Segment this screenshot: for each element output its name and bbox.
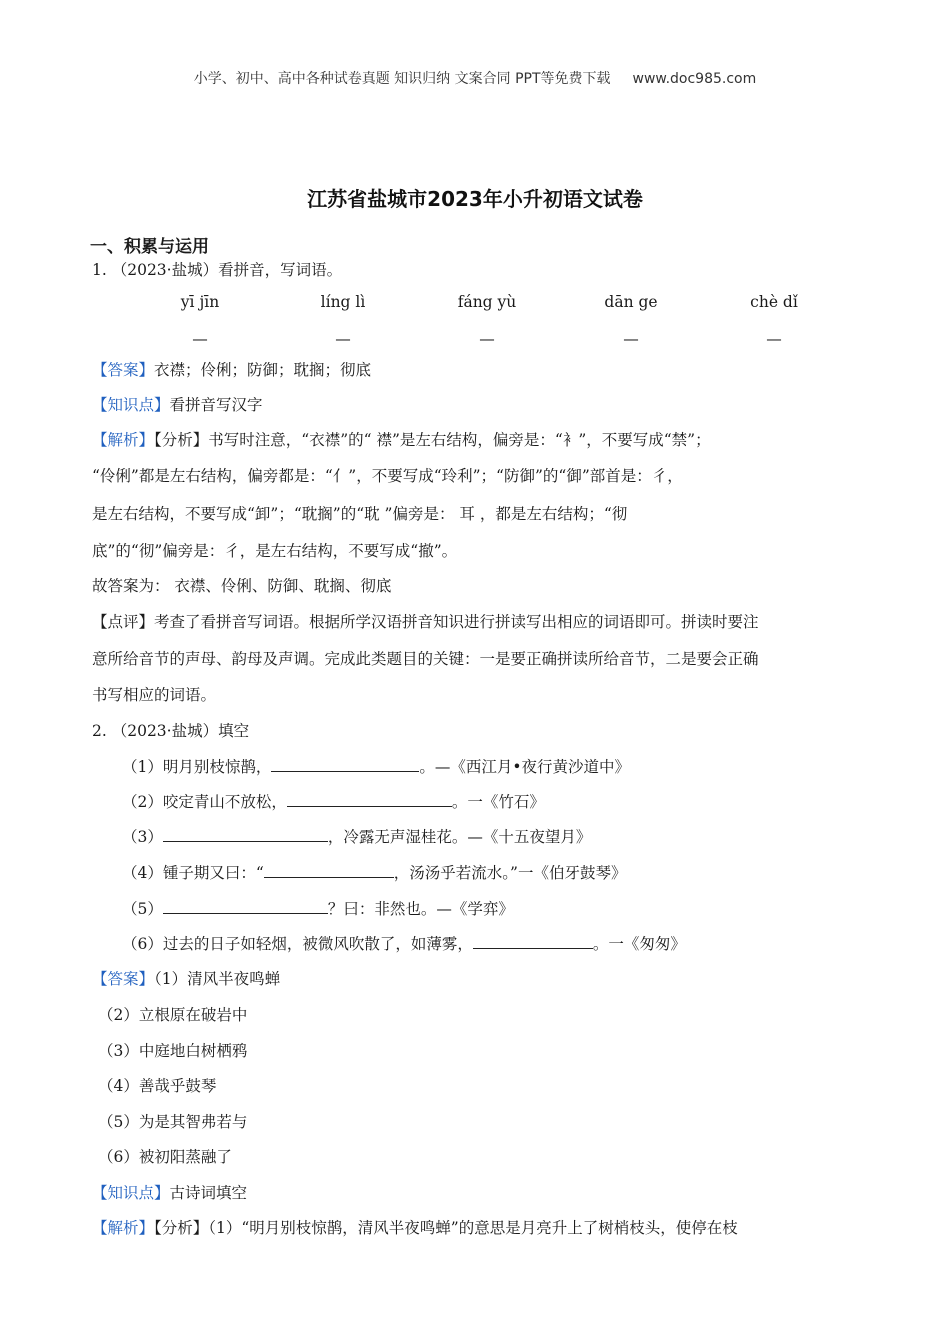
header-site[interactable]: www.doc985.com <box>632 71 757 87</box>
q2-answer <box>92 967 280 989</box>
q2-knowledge <box>92 1181 247 1203</box>
q2-answer-6: （6）被初阳蒸融了 <box>98 1148 232 1166</box>
item-prefix: （2）咬定青山不放松， <box>122 793 287 811</box>
answer-tag: 【答案】 <box>92 970 155 988</box>
answer-text: 衣襟；伶俐；防御；耽搁；彻底 <box>154 361 372 379</box>
fill-blank <box>163 899 328 914</box>
answer-tag: 【答案】 <box>92 361 155 379</box>
q1-answer <box>92 358 371 380</box>
item-suffix: 。一《匆匆》 <box>592 935 686 953</box>
q2-stem: 2. （2023·盐城）填空 <box>92 722 250 740</box>
q1-stem: 1. （2023·盐城）看拼音，写词语。 <box>92 261 343 279</box>
q2-item-3 <box>122 825 591 847</box>
q1-analysis-line-4: 底”的“彻”偏旁是：彳，是左右结构，不要写成“撤”。 <box>92 542 458 560</box>
pinyin-2: líng lì <box>320 293 366 311</box>
header-text: 小学、初中、高中各种试卷真题 知识归纳 文案合同 PPT等免费下载 <box>193 71 611 87</box>
item-suffix: ，冷露无声湿桂花。—《十五夜望月》 <box>327 828 592 846</box>
answer-blank-3: — <box>479 330 495 348</box>
fill-blank <box>271 757 419 772</box>
item-prefix: （1）明月别枝惊鹊， <box>122 758 272 776</box>
item-suffix: ？曰：非然也。—《学弈》 <box>327 900 514 918</box>
knowledge-text: 看拼音写汉字 <box>169 396 263 414</box>
q2-item-1 <box>122 755 630 777</box>
answer-blank-4: — <box>623 330 639 348</box>
section-heading: 一、积累与运用 <box>90 237 209 257</box>
q1-comment-line-2: 意所给音节的声母、韵母及声调。完成此类题目的关键：一是要正确拼读所给音节，二是要会正确 <box>92 650 759 668</box>
q1-analysis-line-2: “伶俐”都是左右结构，偏旁都是：“亻”，不要写成“玲利”；“防御”的“御”部首是：彳， <box>92 467 683 485</box>
item-prefix: （4）锺子期又曰：“ <box>122 864 264 882</box>
q1-comment-line-3: 书写相应的词语。 <box>92 686 217 704</box>
q1-comment-line-1: 【点评】考查了看拼音写词语。根据所学汉语拼音知识进行拼读写出相应的词语即可。拼读时要注 <box>92 613 759 631</box>
item-prefix: （6）过去的日子如轻烟，被微风吹散了，如薄雾， <box>122 935 473 953</box>
pinyin-3: fáng yù <box>457 293 517 311</box>
fill-blank <box>264 863 394 878</box>
analysis-tag: 【解析】 <box>92 1219 155 1237</box>
q2-answer-2: （2）立根原在破岩中 <box>98 1006 248 1024</box>
q2-answer-3: （3）中庭地白树栖鸦 <box>98 1042 248 1060</box>
q2-item-5 <box>122 897 514 919</box>
q1-analysis-line-1 <box>92 428 711 450</box>
analysis-text: 【分析】（1）“明月别枝惊鹊，清风半夜鸣蝉”的意思是月亮升上了树梢枝头，使停在枝 <box>154 1219 738 1237</box>
analysis-tag: 【解析】 <box>92 431 155 449</box>
pinyin-4: dān ge <box>604 293 658 311</box>
answer-text: （1）清风半夜鸣蝉 <box>154 970 281 988</box>
knowledge-tag: 【知识点】 <box>92 396 170 414</box>
page-title: 江苏省盐城市2023年小升初语文试卷 <box>307 187 643 211</box>
fill-blank <box>287 792 452 807</box>
q1-analysis-line-3: 是左右结构，不要写成“卸”；“耽搁”的“耽 ”偏旁是： 耳 ，都是左右结构；“彻 <box>92 505 628 523</box>
answer-blank-1: — <box>192 330 208 348</box>
q2-analysis <box>92 1216 738 1238</box>
pinyin-1: yī jīn <box>180 293 220 311</box>
item-prefix: （5） <box>122 900 163 918</box>
knowledge-text: 古诗词填空 <box>169 1184 248 1202</box>
page-header <box>0 68 950 88</box>
item-suffix: ，汤汤乎若流水。”一《伯牙鼓琴》 <box>393 864 627 882</box>
q2-item-2 <box>122 790 545 812</box>
q2-item-6 <box>122 932 686 954</box>
q2-answer-5: （5）为是其智弗若与 <box>98 1113 248 1131</box>
q1-knowledge <box>92 393 263 415</box>
item-prefix: （3） <box>122 828 163 846</box>
q2-answer-4: （4）善哉乎鼓琴 <box>98 1077 217 1095</box>
answer-blank-5: — <box>766 330 782 348</box>
fill-blank <box>473 934 593 949</box>
q1-analysis-line-5: 故答案为： 衣襟、伶俐、防御、耽搁、彻底 <box>92 577 392 595</box>
pinyin-5: chè dǐ <box>750 293 798 311</box>
item-suffix: 。—《西江月•夜行黄沙道中》 <box>419 758 631 776</box>
q2-item-4 <box>122 861 626 883</box>
fill-blank <box>163 827 328 842</box>
knowledge-tag: 【知识点】 <box>92 1184 170 1202</box>
answer-blank-2: — <box>335 330 351 348</box>
item-suffix: 。一《竹石》 <box>451 793 545 811</box>
analysis-text: 【分析】书写时注意，“衣襟”的“ 襟”是左右结构，偏旁是：“衤”，不要写成“禁”； <box>154 431 711 449</box>
